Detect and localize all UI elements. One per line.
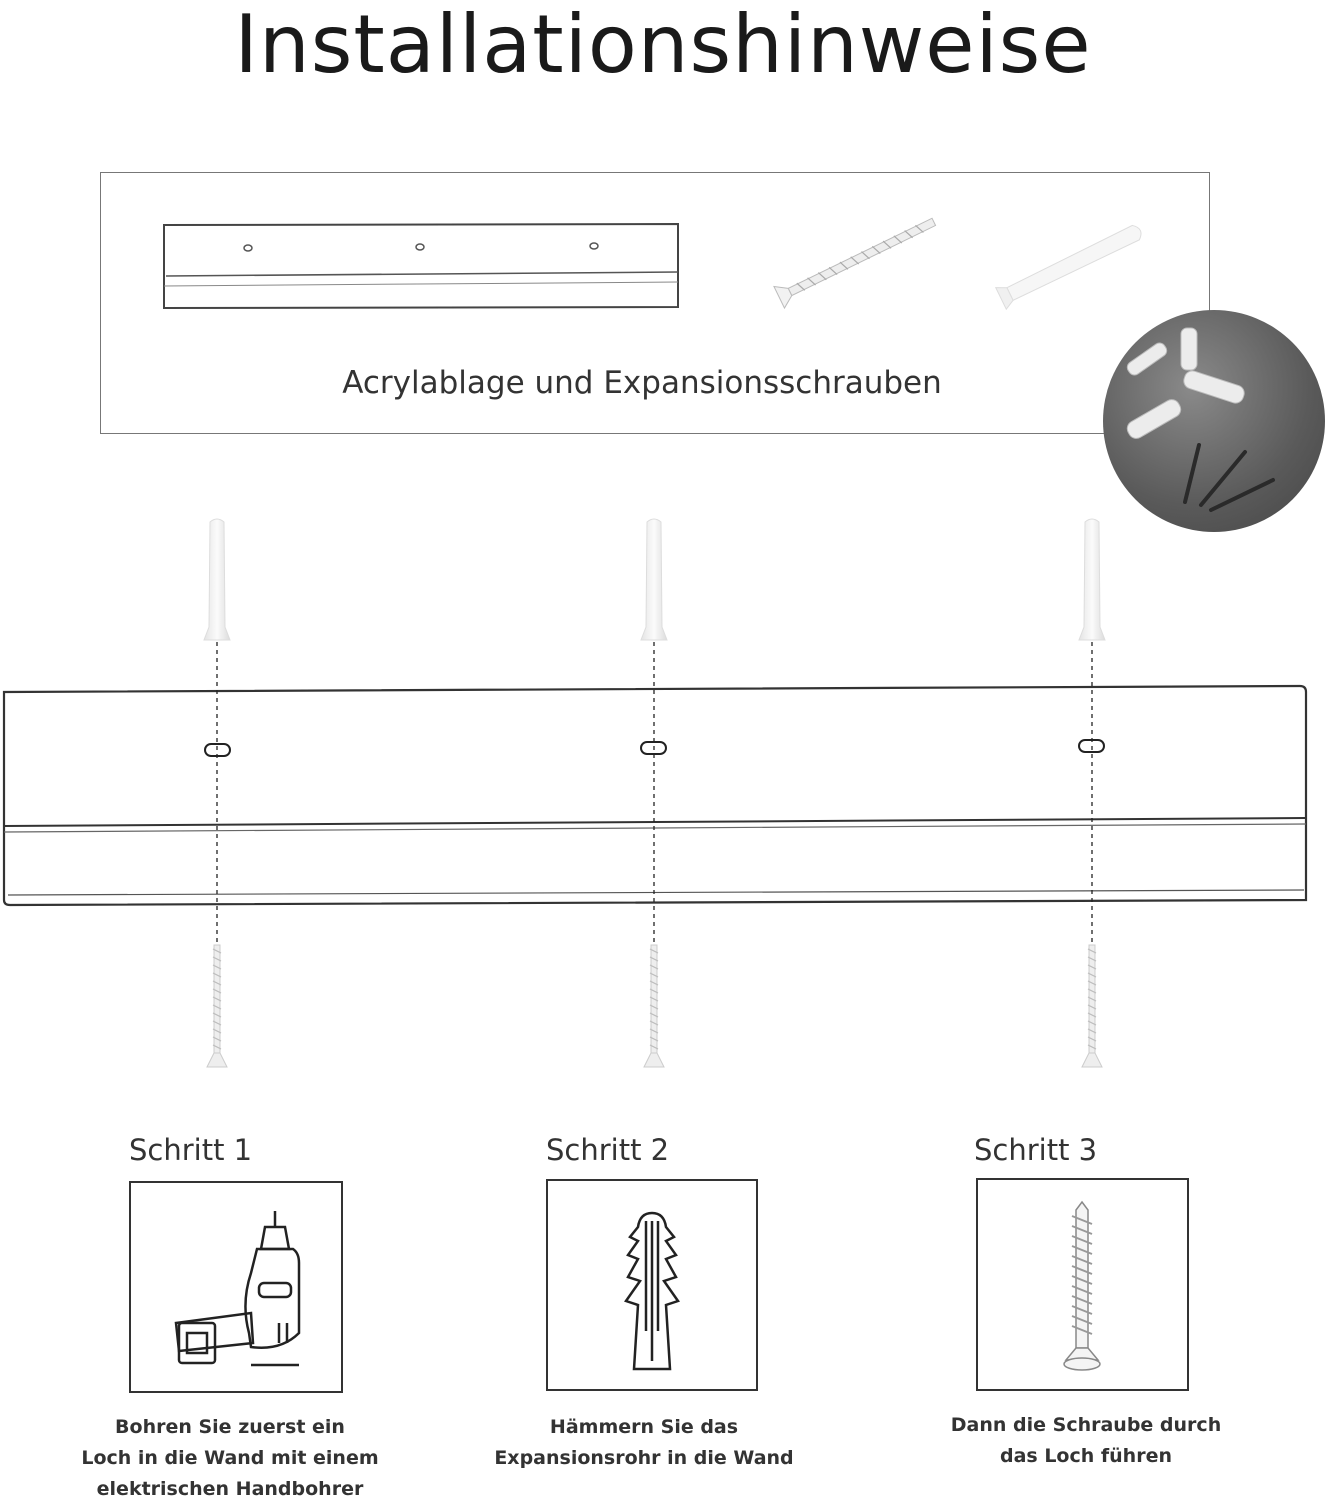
screw-icon xyxy=(774,211,939,308)
step-2-description-line: Expansionsrohr in die Wand xyxy=(494,1447,794,1469)
step-1-description-line: elektrischen Handbohrer xyxy=(96,1478,364,1500)
step-3-box xyxy=(976,1178,1189,1391)
step-3-description-line: Dann die Schraube durch xyxy=(950,1414,1222,1436)
step-2-description-line: Hämmern Sie das xyxy=(549,1416,739,1438)
parts-caption: Acrylablage und Expansionsschrauben xyxy=(342,365,942,401)
wall-plug-icon xyxy=(996,220,1146,310)
step-1-description-line: Bohren Sie zuerst ein xyxy=(115,1416,345,1438)
step-3-description-line: das Loch führen xyxy=(999,1445,1172,1467)
step-1-description-line: Loch in die Wand mit einem xyxy=(81,1447,379,1469)
wall-plug-icon xyxy=(204,519,1105,640)
screw-icon xyxy=(978,1180,1187,1389)
wall-plug-icon xyxy=(548,1181,756,1389)
step-3-description xyxy=(940,1410,1232,1472)
shelf-icon xyxy=(164,224,678,308)
step-3-label: Schritt 3 xyxy=(974,1133,1098,1167)
step-2-description xyxy=(494,1412,794,1474)
shelf-icon xyxy=(4,686,1306,905)
hardware-photo xyxy=(1103,310,1325,532)
drill-icon xyxy=(131,1183,341,1391)
step-1-box xyxy=(129,1181,343,1393)
step-2-box xyxy=(546,1179,758,1391)
step-2-label: Schritt 2 xyxy=(546,1133,670,1167)
screw-icon xyxy=(207,945,1102,1067)
page-title: Installationshinweise xyxy=(234,0,1092,91)
step-1-label: Schritt 1 xyxy=(129,1133,253,1167)
step-1-description xyxy=(74,1412,386,1505)
